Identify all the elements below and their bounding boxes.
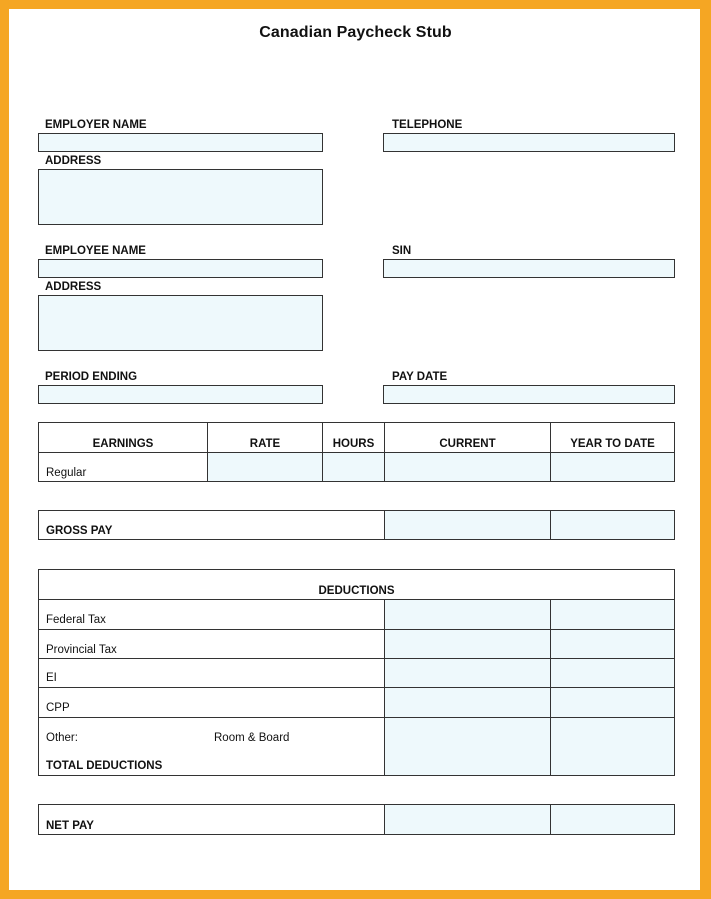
period-ending-field[interactable]	[38, 385, 323, 404]
federal-tax-label: Federal Tax	[46, 614, 106, 626]
telephone-field[interactable]	[383, 133, 675, 152]
net-pay-ytd-field[interactable]	[551, 805, 674, 834]
employee-name-label: EMPLOYEE NAME	[45, 245, 146, 257]
employer-address-field[interactable]	[38, 169, 323, 225]
gross-pay-label: GROSS PAY	[46, 525, 113, 537]
regular-row-label: Regular	[46, 467, 87, 479]
other-detail-label: Room & Board	[214, 732, 290, 744]
employee-name-field[interactable]	[38, 259, 323, 278]
pay-date-label: PAY DATE	[392, 371, 448, 383]
current-header: CURRENT	[439, 438, 496, 450]
employer-name-label: EMPLOYER NAME	[45, 119, 147, 131]
provincial-tax-ytd-field[interactable]	[551, 630, 674, 658]
cpp-current-field[interactable]	[385, 688, 550, 717]
rate-header: RATE	[249, 438, 281, 450]
gross-pay-row	[38, 510, 675, 540]
telephone-label: TELEPHONE	[392, 119, 463, 131]
employer-name-field[interactable]	[38, 133, 323, 152]
sin-label: SIN	[392, 245, 412, 257]
provincial-tax-label: Provincial Tax	[46, 644, 117, 656]
cpp-ytd-field[interactable]	[551, 688, 674, 717]
employee-address-field[interactable]	[38, 295, 323, 351]
provincial-tax-current-field[interactable]	[385, 630, 550, 658]
net-pay-label: NET PAY	[46, 820, 94, 832]
ei-ytd-field[interactable]	[551, 659, 674, 687]
net-pay-current-field[interactable]	[385, 805, 550, 834]
sin-field[interactable]	[383, 259, 675, 278]
federal-tax-current-field[interactable]	[385, 600, 550, 629]
total-deductions-label: TOTAL DEDUCTIONS	[46, 760, 163, 772]
pay-date-field[interactable]	[383, 385, 675, 404]
deductions-header: DEDUCTIONS	[318, 585, 395, 597]
ei-current-field[interactable]	[385, 659, 550, 687]
form-title: Canadian Paycheck Stub	[259, 24, 452, 41]
period-ending-label: PERIOD ENDING	[45, 371, 138, 383]
regular-current-field[interactable]	[385, 453, 550, 481]
regular-ytd-field[interactable]	[551, 453, 674, 481]
regular-hours-field[interactable]	[323, 453, 384, 481]
employer-address-label: ADDRESS	[45, 155, 102, 167]
net-pay-row	[38, 804, 675, 835]
other-label: Other:	[46, 732, 78, 744]
federal-tax-ytd-field[interactable]	[551, 600, 674, 629]
employee-address-label: ADDRESS	[45, 281, 102, 293]
earnings-table	[38, 422, 675, 482]
gross-pay-ytd-field[interactable]	[551, 511, 674, 539]
earnings-header: EARNINGS	[92, 438, 154, 450]
other-and-total-current-field[interactable]	[385, 718, 550, 775]
cpp-label: CPP	[46, 702, 70, 714]
deductions-table	[38, 569, 675, 776]
gross-pay-current-field[interactable]	[385, 511, 550, 539]
regular-rate-field[interactable]	[208, 453, 322, 481]
ytd-header: YEAR TO DATE	[570, 438, 655, 450]
hours-header: HOURS	[332, 438, 375, 450]
other-and-total-ytd-field[interactable]	[551, 718, 674, 775]
ei-label: EI	[46, 672, 57, 684]
